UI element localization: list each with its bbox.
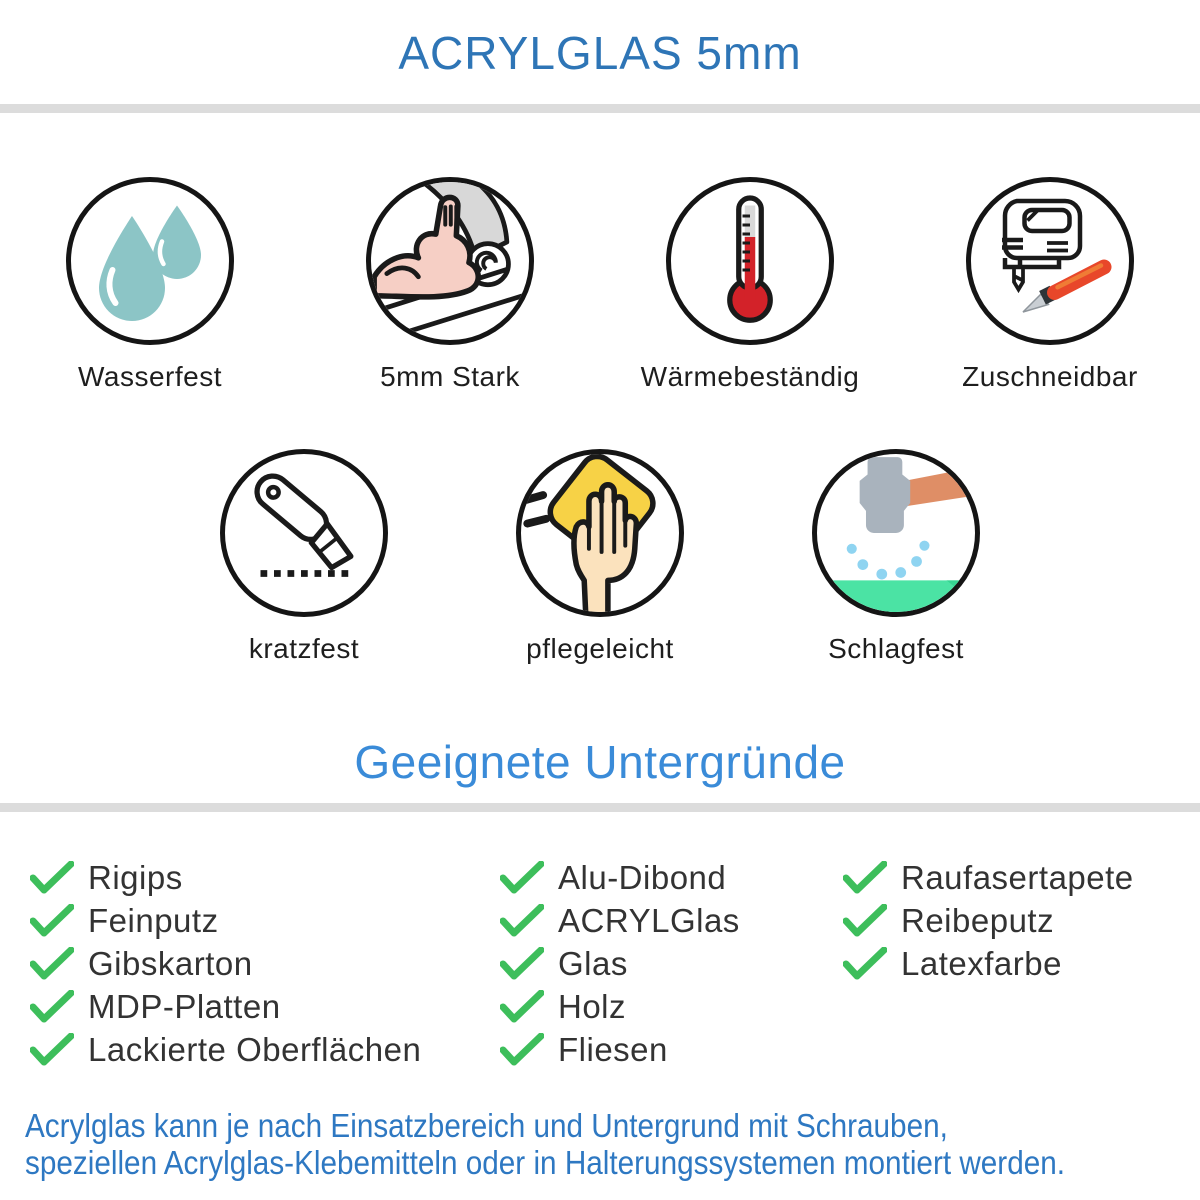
- mounting-note: [0, 1107, 1200, 1181]
- substrate-label: Raufasertapete: [901, 858, 1134, 896]
- list-item: [30, 985, 500, 1028]
- check-icon: [30, 1033, 74, 1067]
- mounting-note-line-2: speziellen Acrylglas-Klebemitteln oder in Halterungssystemen montiert werden.: [25, 1144, 1066, 1181]
- features-row-1: [0, 177, 1200, 393]
- list-item: [500, 1028, 843, 1071]
- feature-easy-care: [480, 449, 720, 665]
- feature-circle: [366, 177, 534, 345]
- divider-middle: [0, 803, 1200, 812]
- check-icon: [843, 904, 887, 938]
- substrate-label: Alu-Dibond: [558, 858, 727, 896]
- feature-thickness: [300, 177, 600, 393]
- substrate-label: MDP-Platten: [88, 987, 281, 1025]
- check-icon: [30, 990, 74, 1024]
- feature-cuttable: [900, 177, 1200, 393]
- feature-circle: [66, 177, 234, 345]
- thermometer-icon: [675, 186, 825, 336]
- feature-label: Schlagfest: [828, 633, 964, 664]
- check-icon: [30, 904, 74, 938]
- feature-label: Zuschneidbar: [962, 361, 1138, 392]
- jigsaw-cutter-icon: [975, 186, 1125, 336]
- feature-waterproof: [0, 177, 300, 393]
- check-icon: [500, 947, 544, 981]
- substrates-column-3: [843, 856, 1200, 1071]
- list-item: [30, 1028, 500, 1071]
- substrates-column-2: [500, 856, 843, 1071]
- water-drops-icon: [75, 186, 225, 336]
- substrate-label: Gibskarton: [88, 944, 253, 982]
- substrates-section: [0, 856, 1200, 1071]
- feature-impact-resistant: [776, 449, 1016, 665]
- list-item: [30, 899, 500, 942]
- substrate-label: Latexfarbe: [901, 944, 1062, 982]
- features-row-2: [0, 449, 1200, 665]
- list-item: [500, 856, 843, 899]
- check-icon: [30, 861, 74, 895]
- feature-circle: [666, 177, 834, 345]
- mounting-note-line-1: Acrylglas kann je nach Einsatzbereich und Untergrund mit Schrauben,: [25, 1107, 948, 1144]
- utility-knife-icon: [229, 458, 379, 608]
- subtitle: Geeignete Untergründe: [354, 736, 846, 788]
- check-icon: [843, 861, 887, 895]
- list-item: [30, 856, 500, 899]
- cleaning-hand-cloth-icon: [521, 454, 679, 612]
- list-item: [843, 899, 1200, 942]
- check-icon: [500, 861, 544, 895]
- feature-label: 5mm Stark: [380, 361, 520, 392]
- substrate-label: Fliesen: [558, 1030, 668, 1068]
- check-icon: [843, 947, 887, 981]
- feature-label: Wärmebeständig: [640, 361, 860, 392]
- substrate-label: Feinputz: [88, 901, 219, 939]
- check-icon: [500, 904, 544, 938]
- feature-circle: [812, 449, 980, 617]
- feature-heat-resistant: [600, 177, 900, 393]
- hammer-impact-icon: [817, 454, 975, 612]
- list-item: [500, 899, 843, 942]
- substrate-label: Glas: [558, 944, 628, 982]
- feature-circle: [220, 449, 388, 617]
- feature-label: kratzfest: [248, 633, 360, 664]
- list-item: [843, 942, 1200, 985]
- list-item: [30, 942, 500, 985]
- substrate-label: ACRYLGlas: [558, 901, 740, 939]
- feature-scratchproof: [184, 449, 424, 665]
- substrate-label: Holz: [558, 987, 627, 1025]
- substrate-label: Rigips: [88, 858, 183, 896]
- check-icon: [500, 1033, 544, 1067]
- list-item: [500, 985, 843, 1028]
- flexed-arm-sheet-icon: [371, 182, 529, 340]
- substrates-column-1: [30, 856, 500, 1071]
- list-item: [500, 942, 843, 985]
- check-icon: [30, 947, 74, 981]
- list-item: [843, 856, 1200, 899]
- check-icon: [500, 990, 544, 1024]
- feature-circle: [966, 177, 1134, 345]
- substrate-label: Reibeputz: [901, 901, 1055, 939]
- feature-label: Wasserfest: [78, 361, 222, 392]
- page-title: ACRYLGLAS 5mm: [398, 27, 802, 79]
- divider-top: [0, 104, 1200, 113]
- feature-circle: [516, 449, 684, 617]
- substrate-label: Lackierte Oberflächen: [88, 1030, 422, 1068]
- feature-label: pflegeleicht: [526, 633, 674, 664]
